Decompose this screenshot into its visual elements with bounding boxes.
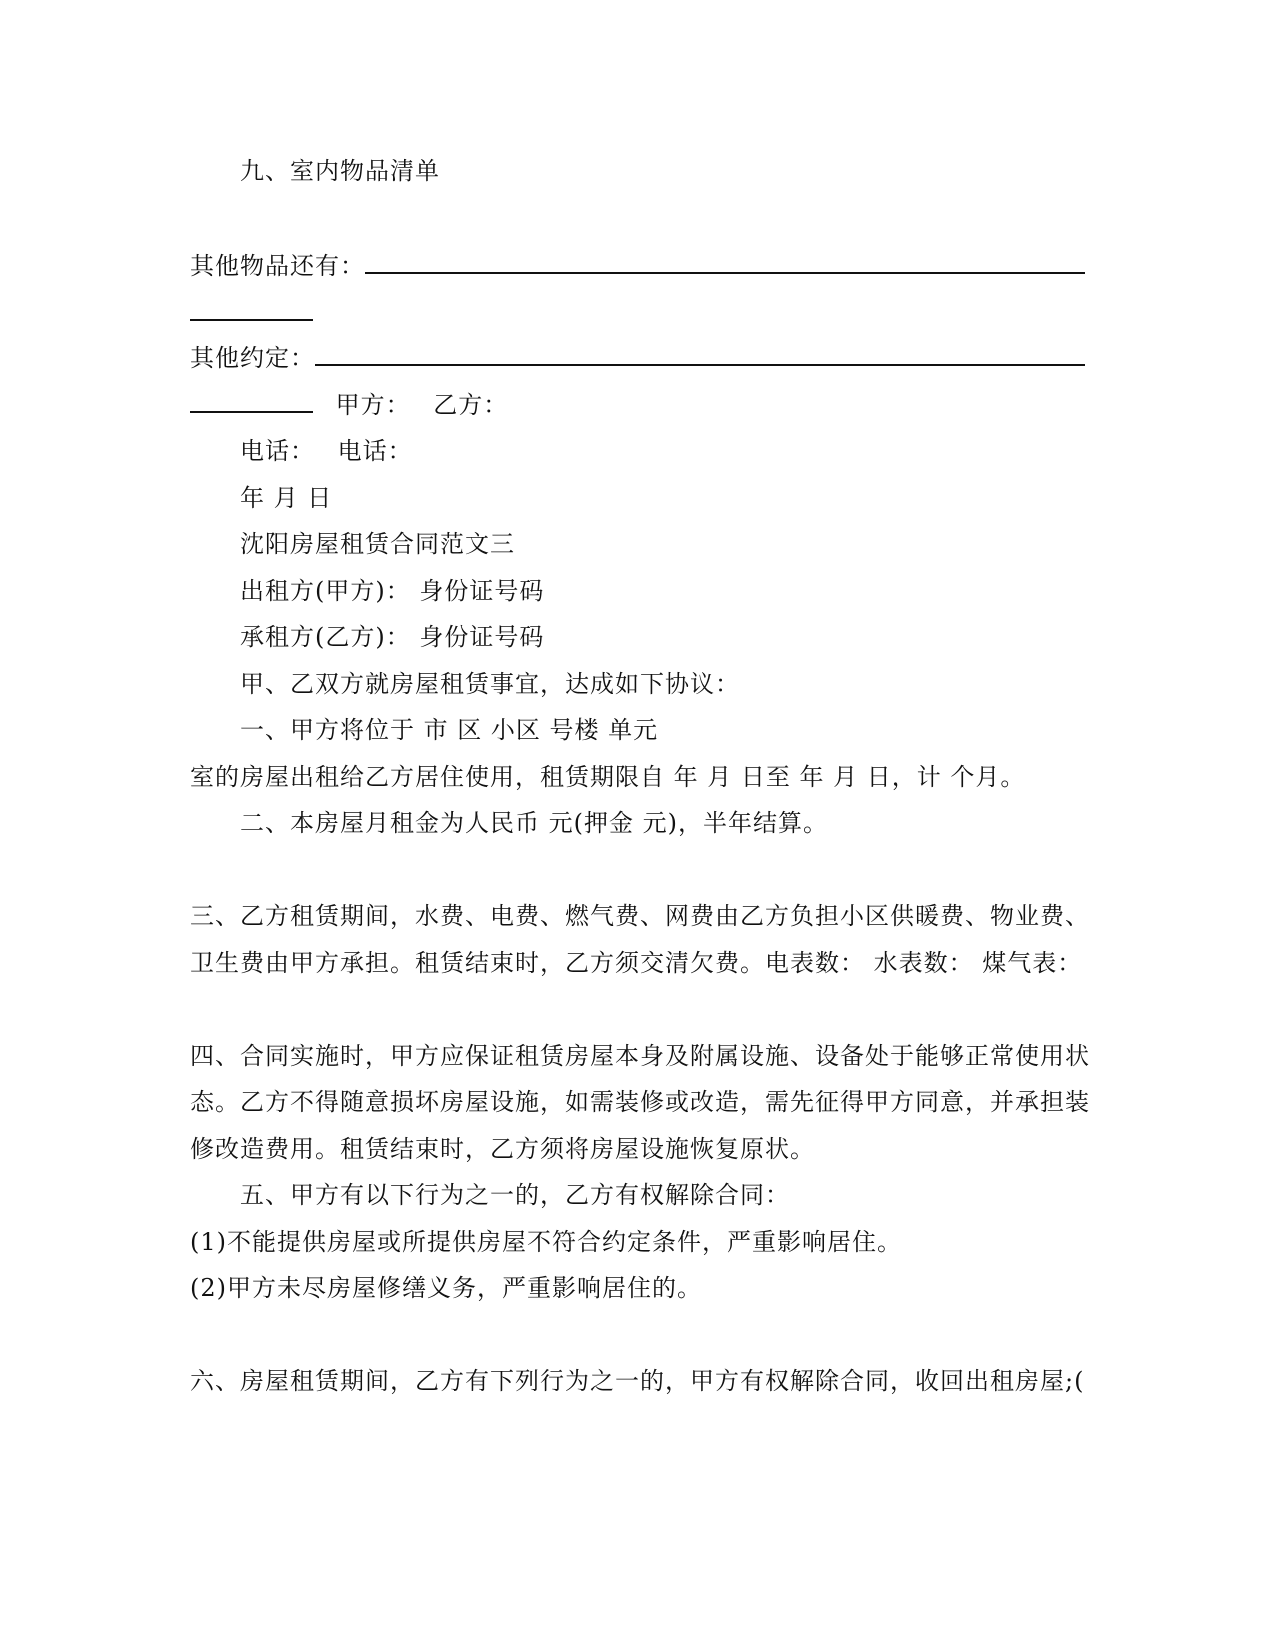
contract-title-3: 沈阳房屋租赁合同范文三 (240, 530, 515, 558)
clause-5: 五、甲方有以下行为之一的，乙方有权解除合同： (240, 1181, 790, 1209)
clause-1-line-2: 室的房屋出租给乙方居住使用，租赁期限自 年 月 日至 年 月 日，计 个月。 (190, 763, 1026, 791)
other-agreement-blank-end (190, 389, 313, 413)
other-agreement-label: 其他约定： (190, 344, 315, 372)
other-items-blank (365, 250, 1085, 274)
clause-4-line-1: 四、合同实施时，甲方应保证租赁房屋本身及附属设施、设备处于能够正常使用状 (190, 1042, 1090, 1070)
lessee-line: 承租方(乙方)： 身份证号码 (240, 623, 545, 651)
clause-5-item-1: (1)不能提供房屋或所提供房屋不符合约定条件，严重影响居住。 (190, 1228, 902, 1256)
party-b-signature: 乙方： (433, 391, 509, 419)
party-a-signature: 甲方： (335, 391, 411, 419)
party-b-phone: 电话： (337, 437, 413, 465)
other-agreement-blank (315, 342, 1085, 366)
clause-3-line-2: 卫生费由甲方承担。租赁结束时，乙方须交清欠费。电表数： 水表数： 煤气表： (190, 949, 1083, 977)
clause-6: 六、房屋租赁期间，乙方有下列行为之一的，甲方有权解除合同，收回出租房屋;( (190, 1367, 1085, 1395)
date-line: 年 月 日 (240, 484, 333, 512)
clause-3-line-1: 三、乙方租赁期间，水费、电费、燃气费、网费由乙方负担小区供暖费、物业费、 (190, 902, 1090, 930)
other-items-label: 其他物品还有： (190, 252, 365, 280)
other-items-blank-continuation (190, 297, 1090, 329)
agreement-intro: 甲、乙双方就房屋租赁事宜，达成如下协议： (240, 670, 740, 698)
phone-line (240, 435, 1140, 467)
clause-2: 二、本房屋月租金为人民币 元(押金 元)，半年结算。 (240, 809, 828, 837)
clause-4-line-2: 态。乙方不得随意损坏房屋设施，如需装修或改造，需先征得甲方同意，并承担装 (190, 1088, 1090, 1116)
section-9-title: 九、室内物品清单 (240, 157, 440, 185)
party-a-phone: 电话： (240, 437, 315, 465)
other-agreement-line (190, 342, 1090, 374)
signature-line (190, 389, 1090, 421)
clause-1-line-1: 一、甲方将位于 市 区 小区 号楼 单元 (240, 716, 659, 744)
other-items-blank-end (190, 297, 313, 321)
clause-4-line-3: 修改造费用。租赁结束时，乙方须将房屋设施恢复原状。 (190, 1135, 815, 1163)
lessor-line: 出租方(甲方)： 身份证号码 (240, 577, 545, 605)
clause-5-item-2: (2)甲方未尽房屋修缮义务，严重影响居住的。 (190, 1274, 702, 1302)
other-items-line (190, 250, 1090, 282)
